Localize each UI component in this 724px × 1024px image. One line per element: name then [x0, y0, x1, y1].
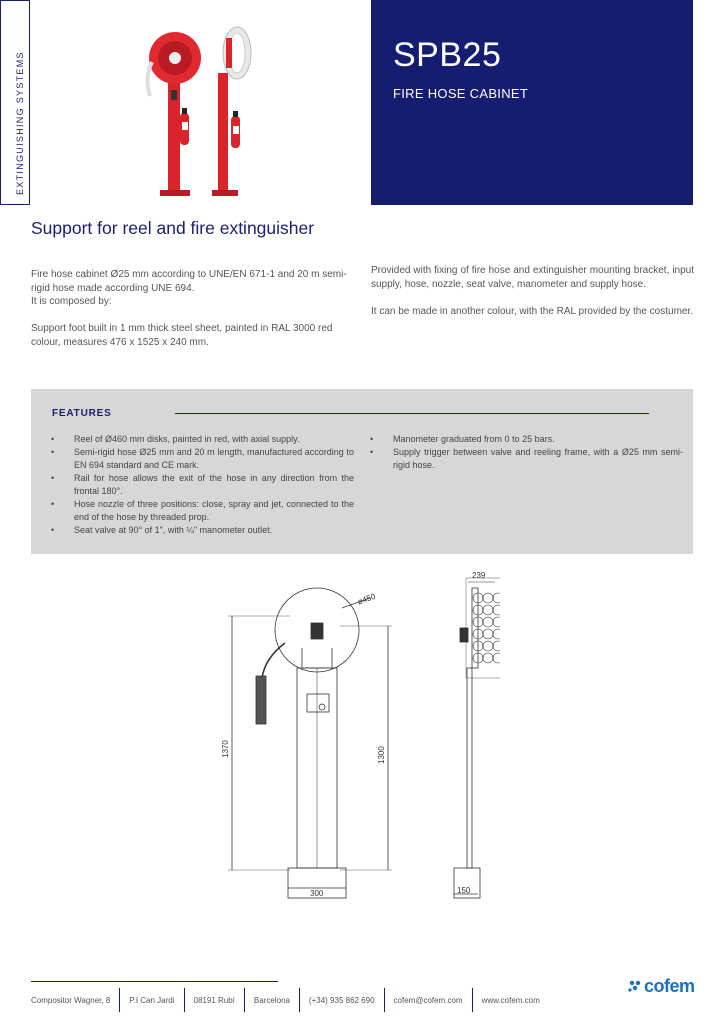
intro-left-p1: Fire hose cabinet Ø25 mm according to UNE/EN 671-1 and 20 m semi-rigid hose made according UNE 694. [31, 269, 347, 294]
intro-right [371, 264, 694, 332]
feature-text: Manometer graduated from 0 to 25 bars. [393, 434, 555, 444]
footer-phone[interactable]: (+34) 935 862 690 [300, 988, 385, 1012]
footer-email[interactable]: cofem@cofem.com [385, 988, 473, 1012]
feature-item [51, 524, 354, 537]
footer-address: Compositor Wagner, 8 [31, 988, 120, 1012]
product-photo [140, 18, 265, 198]
logo-text: cofem [644, 975, 695, 996]
front-view [221, 588, 392, 898]
bullet: • [370, 434, 374, 444]
features-rule [175, 413, 649, 414]
features-list-right [370, 433, 683, 472]
feature-item [51, 498, 354, 524]
feature-item [51, 433, 354, 446]
feature-text: Hose nozzle of three positions: close, spray and jet, connected to the end of the hose by threaded prop. [74, 499, 354, 522]
bullet: • [51, 499, 55, 509]
header-block [371, 0, 693, 205]
feature-text: Seat valve at 90° of 1", with ¼" manometer outlet. [74, 525, 273, 535]
feature-text: Semi-rigid hose Ø25 mm and 20 m length, manufactured according to EN 694 standard and CE mark. [74, 447, 354, 470]
feature-item [51, 472, 354, 498]
intro-left-p1b: It is composed by: [31, 296, 112, 307]
feature-item [51, 446, 354, 472]
feature-item [370, 433, 683, 446]
footer-postcode: 08191 Rubí [185, 988, 245, 1012]
dim-base-front: 300 [310, 889, 324, 898]
footer [31, 988, 549, 1012]
features-title: FEATURES [52, 408, 112, 419]
bullet: • [51, 434, 55, 444]
side-view [454, 571, 500, 898]
technical-drawing [210, 568, 500, 908]
footer-rule [31, 981, 278, 982]
intro-right-p1: Provided with fixing of fire hose and extinguisher mounting bracket, input supply, hose, nozzle, seat valve, manometer and supply hose. [371, 265, 694, 290]
intro-right-p2: It can be made in another colour, with the RAL provided by the costumer. [371, 305, 694, 317]
dim-reel: ø450 [356, 591, 377, 607]
bullet: • [51, 473, 55, 483]
side-label: EXTINGUISHING SYSTEMS [15, 51, 25, 195]
footer-website[interactable]: www.cofem.com [481, 995, 540, 1005]
product-code: SPB25 [393, 36, 502, 74]
intro-left [31, 268, 355, 363]
dim-height-total: 1370 [221, 740, 230, 758]
features-box [31, 389, 693, 554]
dim-base-side: 150 [457, 886, 471, 895]
features-list-left [51, 433, 354, 537]
feature-text: Rail for hose allows the exit of the hose in any direction from the frontal 180°. [74, 473, 354, 496]
footer-area: P.I Can Jardi [120, 988, 184, 1012]
feature-text: Supply trigger between valve and reeling frame, with a Ø25 mm semi-rigid hose. [393, 447, 683, 470]
footer-city: Barcelona [245, 988, 300, 1012]
dim-depth-top: 239 [472, 571, 486, 580]
logo-mark-icon [628, 979, 642, 993]
bullet: • [51, 447, 55, 457]
intro-left-p2: Support foot built in 1 mm thick steel sheet, painted in RAL 3000 red colour, measures 476 x 1525 x 240 mm. [31, 323, 333, 348]
section-title: Support for reel and fire extinguisher [31, 218, 315, 238]
cofem-logo [628, 974, 698, 998]
feature-item [370, 446, 683, 472]
dim-height-post: 1300 [377, 746, 386, 764]
bullet: • [370, 447, 374, 457]
feature-text: Reel of Ø460 mm disks, painted in red, with axial supply. [74, 434, 300, 444]
bullet: • [51, 525, 55, 535]
product-name: FIRE HOSE CABINET [393, 86, 529, 101]
